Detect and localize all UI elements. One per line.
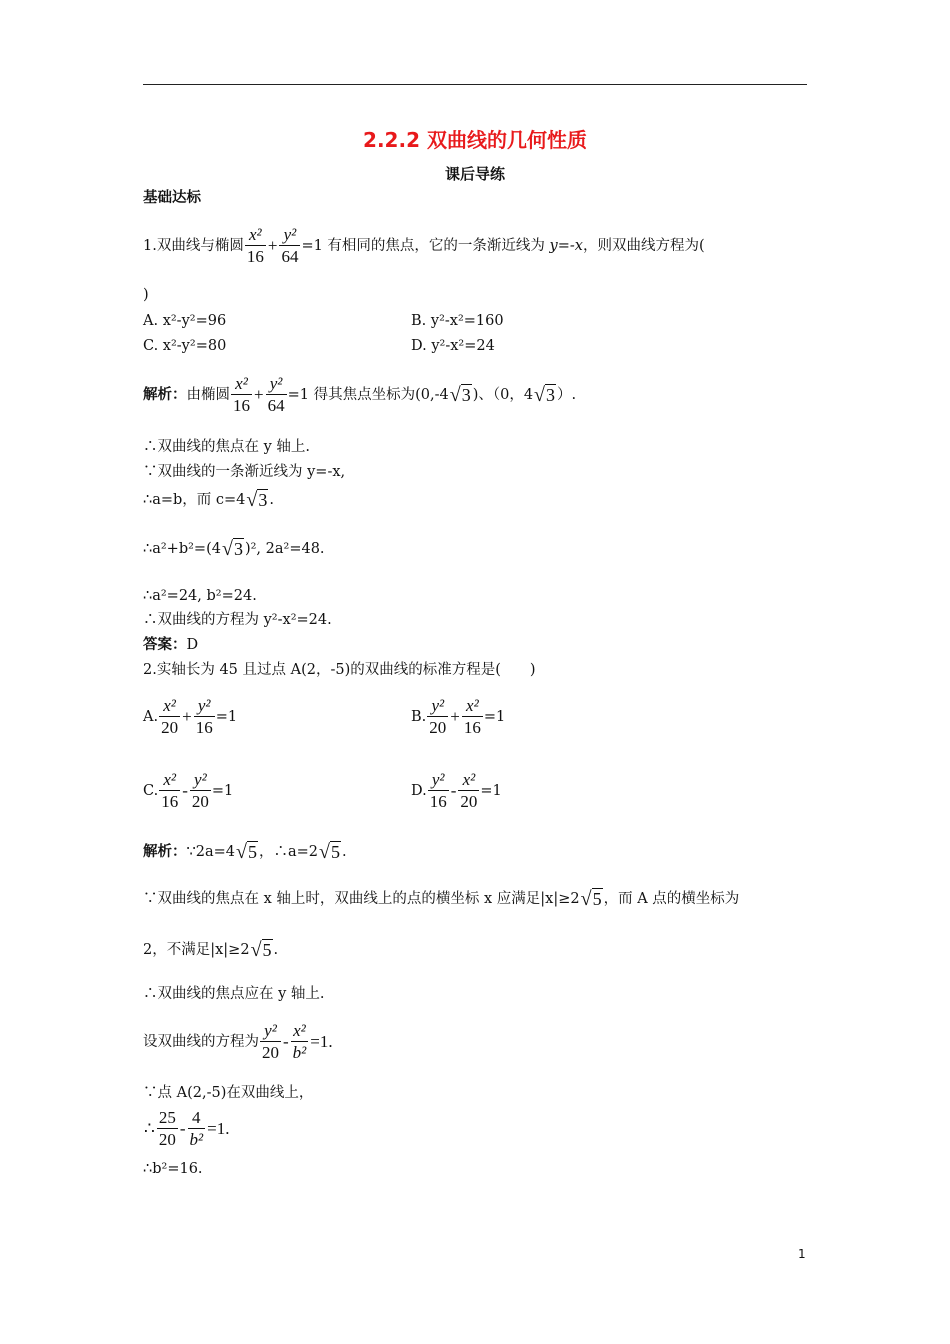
- sqrt: √3: [221, 538, 243, 560]
- sqrt: √3: [449, 383, 471, 406]
- q1-option-d: D. y²-x²=24: [411, 338, 495, 354]
- s2-line-4: ∴双曲线的焦点应在 y 轴上.: [143, 986, 325, 1002]
- fraction: $\frac{\text{x²}}{20}$: [460, 770, 478, 811]
- q2-option-d: D. $\frac{\text{y²}}{16}$ - $\frac{\text{x²}}{20}$ =1: [411, 770, 502, 811]
- fraction: $\frac{\text{y²}}{16}$: [195, 696, 213, 737]
- answer-value: D: [186, 637, 199, 653]
- sqrt: √5: [319, 841, 340, 863]
- s1-line-1: 解析：由椭圆 $\frac{\text{x²}}{16}$ + $\frac{\text{y²}}{64}$ =1 得其焦点坐标为(0,-4√3 )、（0，4√3 ）.: [143, 374, 577, 415]
- s1-line-4: ∴a=b，而 c=4√3 .: [143, 489, 274, 511]
- fraction: $\frac{\text{x²}}{16}$: [463, 696, 481, 737]
- fraction: $\frac{\text{x²}}{20}$: [161, 696, 179, 737]
- s1-line-6: ∴a²=24, b²=24.: [143, 588, 257, 604]
- q1-option-a: A. x²-y²=96: [143, 313, 227, 329]
- fraction: $\frac{\text{y²}}{64}$: [281, 225, 299, 266]
- section-heading: 基础达标: [143, 190, 201, 206]
- fraction: $\frac{\text{x²}}{16}$: [233, 374, 250, 415]
- q1-post2: ，则双曲线方程为(: [582, 237, 705, 254]
- fraction: $\frac{25}{20}$: [158, 1108, 176, 1149]
- q1-option-c: C. x²-y²=80: [143, 338, 227, 354]
- page-title: 2.2.2 双曲线的几何性质: [363, 128, 587, 152]
- fraction: $\frac{\text{y²}}{64}$: [267, 374, 285, 415]
- q1-close-paren: ): [143, 287, 149, 303]
- q1-option-b: B. y²-x²=160: [411, 313, 504, 329]
- q1-line: 1.双曲线与椭圆 $\frac{\text{x²}}{16}$ + $\frac{\text{y²}}{64}$ =1 有相同的焦点，它的一条渐近线为 y=-x，则双曲线方程为(: [143, 225, 705, 266]
- sqrt: √3: [246, 489, 268, 511]
- fraction: $\frac{\text{y²}}{20}$: [429, 696, 447, 737]
- header-rule: [143, 84, 807, 85]
- fraction: $\frac{\text{x²}}{16}$: [161, 770, 179, 811]
- solution-label: 解析：: [143, 386, 187, 403]
- sqrt: √3: [534, 383, 556, 406]
- sqrt: √5: [250, 939, 272, 961]
- s2-line-1: 解析：∵2a=4√5 ，∴a=2√5 .: [143, 841, 347, 863]
- fraction: $\frac{\text{x²}}{16}$: [246, 225, 264, 266]
- fraction: $\frac{4}{\text{b²}}$: [189, 1108, 204, 1149]
- q2-line: 2.实轴长为 45 且过点 A(2，-5)的双曲线的标准方程是( ): [143, 662, 536, 678]
- solution-label: 解析：: [143, 844, 187, 860]
- s2-line-8: ∴b²=16.: [143, 1161, 203, 1177]
- page-subtitle: 课后导练: [444, 165, 505, 183]
- s2-line-5: 设双曲线的方程为 $\frac{\text{y²}}{20}$ - $\frac{\text{x²}}{\text{b²}}$ =1.: [143, 1021, 333, 1062]
- fraction: $\frac{\text{x²}}{\text{b²}}$: [292, 1021, 307, 1062]
- q1-post1: =1 有相同的焦点，它的一条渐近线为: [301, 237, 545, 254]
- q2-option-c: C. $\frac{\text{x²}}{16}$ - $\frac{\text{y²}}{20}$ =1: [143, 770, 234, 811]
- s2-line-3: 2，不满足|x|≥2√5 .: [143, 939, 279, 961]
- s2-line-6: ∵点 A(2,-5)在双曲线上，: [143, 1085, 314, 1101]
- fraction: $\frac{\text{y²}}{20}$: [191, 770, 209, 811]
- s1-line-3: ∵双曲线的一条渐近线为 y=-x,: [143, 464, 346, 480]
- q2-option-b: B. $\frac{\text{y²}}{20}$ + $\frac{\text{x²}}{16}$ =1: [411, 696, 506, 737]
- s1-line-7: ∴双曲线的方程为 y²-x²=24.: [143, 612, 332, 628]
- s1-line-2: ∴双曲线的焦点在 y 轴上.: [143, 439, 311, 455]
- s1-answer: [143, 638, 198, 653]
- answer-label: 答案：: [143, 637, 187, 653]
- fraction: $\frac{\text{y²}}{20}$: [262, 1021, 279, 1062]
- s2-line-2: ∵双曲线的焦点在 x 轴上时，双曲线上的点的横坐标 x 应满足|x|≥2√5 ，而 A 点的横坐标为: [143, 888, 740, 910]
- q2-option-a: A. $\frac{\text{x²}}{20}$ + $\frac{\text{y²}}{16}$ =1: [143, 696, 238, 737]
- sqrt: √5: [580, 888, 602, 910]
- fraction: $\frac{\text{y²}}{16}$: [429, 770, 447, 811]
- page-number: 1: [798, 1247, 806, 1261]
- sqrt: √5: [235, 841, 257, 863]
- q1-pre: 1.双曲线与椭圆: [143, 237, 244, 254]
- s1-line-5: ∴a²+b²=(4√3 )², 2a²=48.: [143, 538, 325, 560]
- s2-line-7: ∴ $\frac{25}{20}$ - $\frac{4}{\text{b²}}$ =1.: [144, 1108, 230, 1149]
- q1-asymptote: y=-x: [549, 237, 583, 254]
